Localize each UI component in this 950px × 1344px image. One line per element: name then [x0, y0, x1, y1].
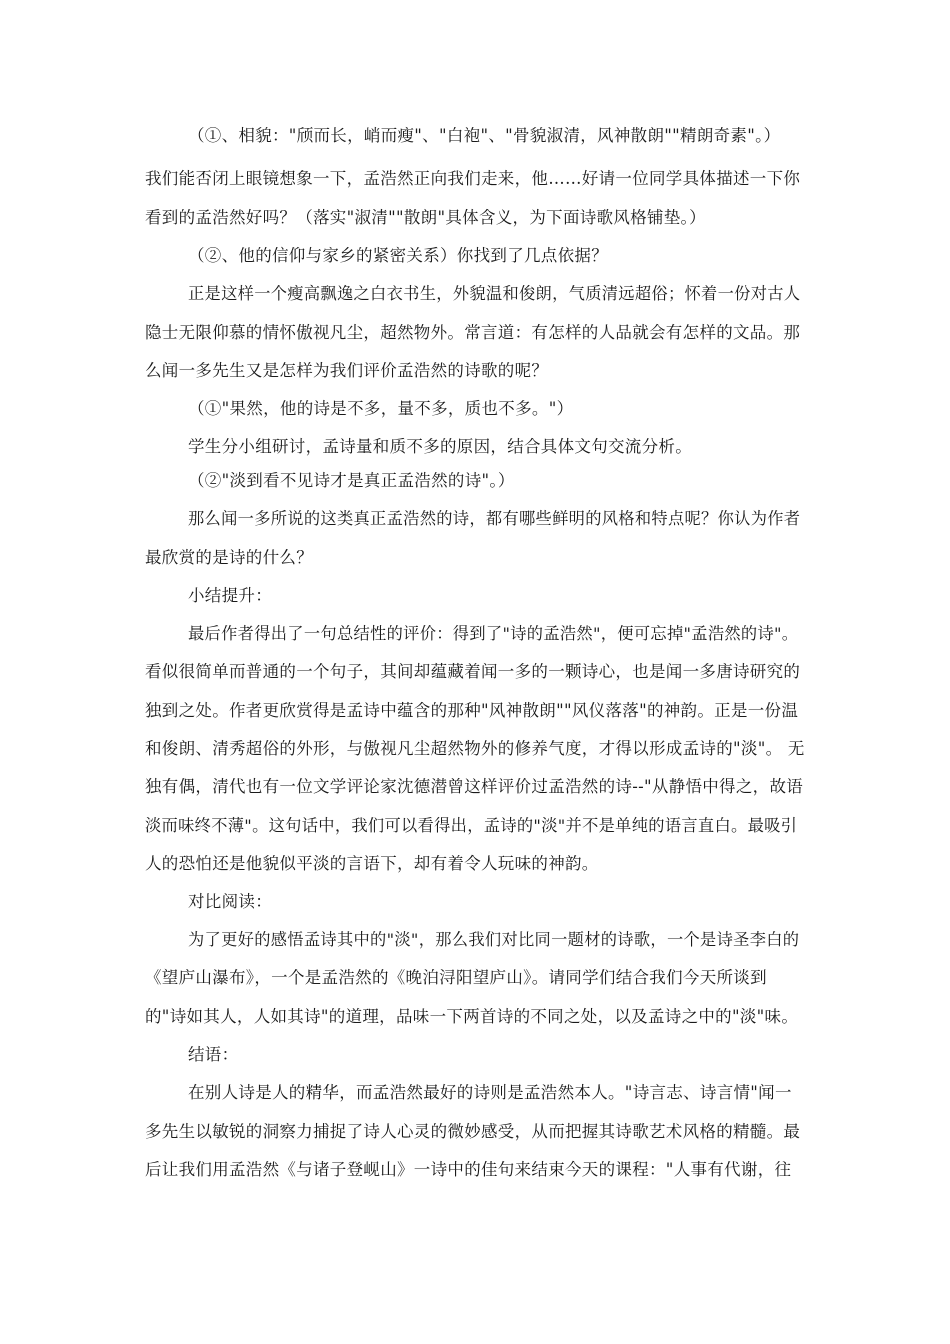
paragraph-line: （①、相貌："颀而长，峭而瘦"、"白袍"、"骨貌淑清，风神散朗""精朗奇素"。）	[188, 126, 781, 145]
paragraph-line: 和俊朗、清秀超俗的外形，与傲视凡尘超然物外的修养气度，才得以形成孟诗的"淡"。 无	[145, 739, 805, 758]
section-heading: 对比阅读：	[188, 892, 272, 911]
section-heading: 结语：	[188, 1045, 239, 1064]
paragraph-line: 学生分小组研讨，孟诗量和质不多的原因，结合具体文句交流分析。	[188, 437, 692, 456]
paragraph-line: 《望庐山瀑布》，一个是孟浩然的《晚泊浔阳望庐山》。请同学们结合我们今天所谈到	[145, 968, 767, 987]
paragraph-line: 么闻一多先生又是怎样为我们评价孟浩然的诗歌的呢？	[145, 361, 549, 380]
paragraph-line: 后让我们用孟浩然《与诸子登岘山》一诗中的佳句来结束今天的课程："人事有代谢，往	[145, 1160, 792, 1179]
paragraph-line: 看似很简单而普通的一个句子，其间却蕴藏着闻一多的一颗诗心，也是闻一多唐诗研究的	[145, 662, 801, 681]
paragraph-line: 我们能否闭上眼镜想象一下，孟浩然正向我们走来，他……好请一位同学具体描述一下你	[145, 169, 801, 188]
paragraph-line: 为了更好的感悟孟诗其中的"淡"，那么我们对比同一题材的诗歌，一个是诗圣李白的	[188, 930, 800, 949]
section-heading: 小结提升：	[188, 586, 272, 605]
paragraph-line: 人的恐怕还是他貌似平淡的言语下，却有着令人玩味的神韵。	[145, 854, 599, 873]
paragraph-line: 在别人诗是人的精华，而孟浩然最好的诗则是孟浩然本人。"诗言志、诗言情"闻一	[188, 1083, 792, 1102]
paragraph-line: 那么闻一多所说的这类真正孟浩然的诗，都有哪些鲜明的风格和特点呢？你认为作者	[188, 509, 801, 528]
paragraph-line: （①"果然，他的诗是不多，量不多，质也不多。"）	[188, 399, 574, 418]
paragraph-line: 淡而味终不薄"。这句话中，我们可以看得出，孟诗的"淡"并不是单纯的语言直白。最吸引	[145, 816, 798, 835]
paragraph-line: 最后作者得出了一句总结性的评价：得到了"诗的孟浩然"，便可忘掉"孟浩然的诗"。	[188, 624, 799, 643]
paragraph-line: 的"诗如其人，人如其诗"的道理，品味一下两首诗的不同之处，以及孟诗之中的"淡"味。	[145, 1007, 799, 1026]
paragraph-line: （②、他的信仰与家乡的紧密关系）你找到了几点依据？	[188, 246, 608, 265]
paragraph-line: 隐士无限仰慕的情怀傲视凡尘，超然物外。常言道：有怎样的人品就会有怎样的文品。那	[145, 323, 801, 342]
paragraph-line: 最欣赏的是诗的什么？	[145, 548, 313, 567]
paragraph-line: 独到之处。作者更欣赏得是孟诗中蕴含的那种"风神散朗""风仪落落"的神韵。正是一份温	[145, 701, 799, 720]
paragraph-line: 正是这样一个瘦高飘逸之白衣书生，外貌温和俊朗，气质清远超俗；怀着一份对古人	[188, 284, 801, 303]
paragraph-line: 独有偶，清代也有一位文学评论家沈德潜曾这样评价过孟浩然的诗--"从静悟中得之，故语	[145, 777, 804, 796]
paragraph-line: （②"淡到看不见诗才是真正孟浩然的诗"。）	[188, 471, 515, 490]
paragraph-line: 多先生以敏锐的洞察力捕捉了诗人心灵的微妙感受，从而把握其诗歌艺术风格的精髓。最	[145, 1122, 801, 1141]
paragraph-line: 看到的孟浩然好吗？（落实"淑清""散朗"具体含义，为下面诗歌风格铺垫。）	[145, 208, 706, 227]
